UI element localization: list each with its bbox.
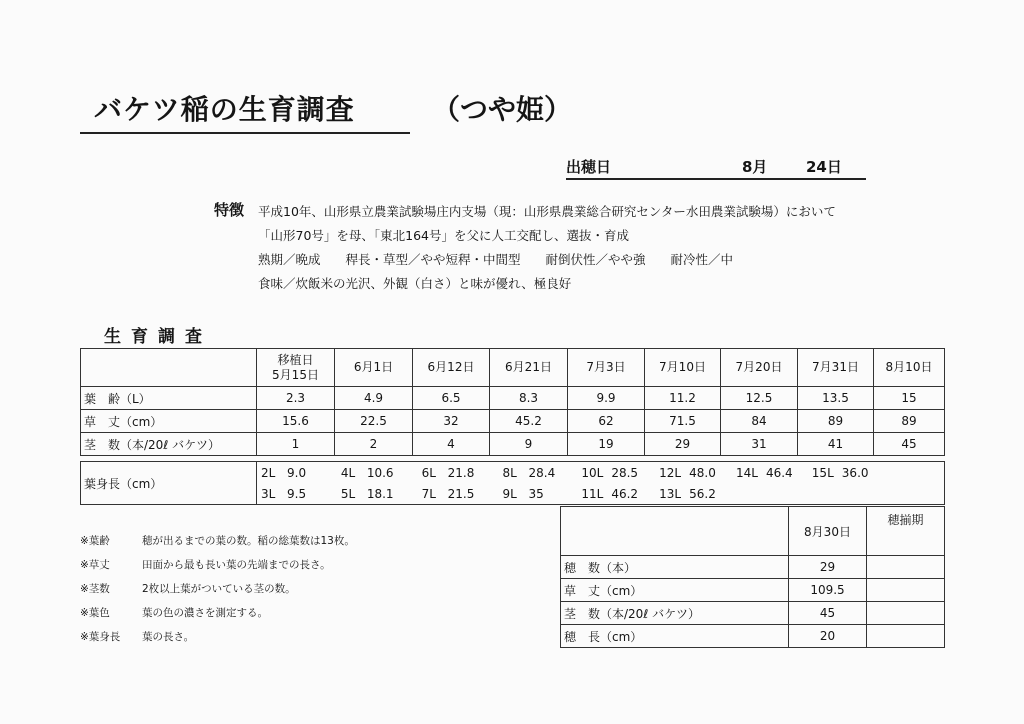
table-cell bbox=[867, 625, 945, 648]
table-cell: 12.5 bbox=[721, 387, 798, 410]
table-cell: 2.3 bbox=[257, 387, 335, 410]
table-header-row bbox=[561, 507, 945, 556]
row-label: 葉 齢（L） bbox=[81, 387, 257, 410]
table-cell: 15 bbox=[874, 387, 945, 410]
heading-date-label: 出穂日 bbox=[566, 158, 612, 176]
table-cell: 84 bbox=[721, 410, 798, 433]
table-cell: 45.2 bbox=[490, 410, 568, 433]
table-row bbox=[81, 462, 945, 484]
leaf-index: 13L bbox=[659, 486, 682, 501]
date-line1: 移植日 bbox=[277, 352, 314, 367]
table-cell: 22.5 bbox=[335, 410, 413, 433]
table-cell: 19 bbox=[568, 433, 645, 456]
section-title: 生育調査 bbox=[104, 327, 212, 347]
table-cell: 45 bbox=[789, 602, 867, 625]
table-cell: 41 bbox=[798, 433, 874, 456]
leaf-value: 46.4 bbox=[765, 465, 793, 480]
note-item bbox=[80, 605, 268, 620]
table-cell: 71.5 bbox=[645, 410, 721, 433]
note-text: 葉の色の濃さを測定する。 bbox=[142, 607, 268, 619]
row-label: 穂 数（本） bbox=[561, 556, 789, 579]
title-underline bbox=[80, 132, 410, 134]
table-row bbox=[561, 625, 945, 648]
leaf-index: 3L bbox=[261, 486, 276, 501]
row-label: 葉身長（cm） bbox=[81, 462, 257, 505]
table-cell: 29 bbox=[645, 433, 721, 456]
note-text: 穂が出るまでの葉の数。稲の総葉数は13枚。 bbox=[142, 535, 355, 547]
leaf-value: 9.0 bbox=[287, 465, 307, 480]
growth-survey-table bbox=[80, 348, 945, 456]
feature-line: 平成10年、山形県立農業試験場庄内支場（現：山形県農業総合研究センター水田農業試験場）において bbox=[258, 204, 836, 219]
leaf-line bbox=[257, 462, 945, 484]
leaf-length-table bbox=[80, 461, 945, 505]
table-cell: 32 bbox=[413, 410, 490, 433]
leaf-value: 9.5 bbox=[287, 486, 307, 501]
table-cell: 2 bbox=[335, 433, 413, 456]
table-cell: 1 bbox=[257, 433, 335, 456]
note-item bbox=[80, 557, 331, 572]
feature-line: 食味／炊飯米の光沢、外観（白さ）と味が優れ、極良好 bbox=[258, 276, 572, 291]
features-label: 特徴 bbox=[214, 201, 245, 219]
table-row bbox=[561, 602, 945, 625]
note-key: ※葉色 bbox=[80, 607, 110, 619]
row-label: 茎 数（本/20ℓ バケツ） bbox=[81, 433, 257, 456]
leaf-line bbox=[257, 483, 945, 505]
leaf-value: 28.5 bbox=[611, 465, 639, 480]
stage-header: 穂揃期 bbox=[867, 507, 945, 556]
leaf-index: 5L bbox=[340, 486, 356, 501]
feature-line: 「山形70号」を母、「東北164号」を父に人工交配し、選抜・育成 bbox=[258, 228, 630, 243]
table-cell bbox=[867, 556, 945, 579]
note-key: ※草丈 bbox=[80, 559, 110, 571]
heading-underline bbox=[566, 178, 866, 180]
table-cell: 31 bbox=[721, 433, 798, 456]
table-row bbox=[81, 410, 945, 433]
date-header: 7月10日 bbox=[645, 349, 721, 387]
leaf-index: 11L bbox=[581, 486, 604, 501]
note-item bbox=[80, 581, 296, 596]
leaf-index: 2L bbox=[261, 465, 276, 480]
table-cell: 89 bbox=[874, 410, 945, 433]
variety-name: （つや姫） bbox=[432, 93, 573, 126]
table-row bbox=[561, 579, 945, 602]
note-item bbox=[80, 533, 355, 548]
leaf-value: 10.6 bbox=[366, 465, 394, 480]
row-label: 草 丈（cm） bbox=[561, 579, 789, 602]
leaf-index: 4L bbox=[340, 465, 356, 480]
table-cell bbox=[867, 579, 945, 602]
table-row bbox=[81, 387, 945, 410]
page-title: バケツ稲の生育調査 bbox=[94, 93, 355, 126]
table-header-row bbox=[81, 349, 945, 387]
leaf-value: 46.2 bbox=[611, 486, 639, 501]
table-cell: 89 bbox=[798, 410, 874, 433]
leaf-index: 6L bbox=[421, 465, 436, 480]
table-row bbox=[81, 433, 945, 456]
leaf-index: 10L bbox=[581, 465, 604, 480]
header-empty-cell bbox=[81, 349, 257, 387]
leaf-value: 35 bbox=[528, 486, 544, 501]
date-header: 6月12日 bbox=[413, 349, 490, 387]
date-header: 6月21日 bbox=[490, 349, 568, 387]
date-header: 6月1日 bbox=[335, 349, 413, 387]
table-cell: 9 bbox=[490, 433, 568, 456]
table-cell: 62 bbox=[568, 410, 645, 433]
date-header: 7月20日 bbox=[721, 349, 798, 387]
date-line2: 5月15日 bbox=[272, 367, 319, 382]
final-survey-table bbox=[560, 506, 945, 648]
date-header: 7月3日 bbox=[568, 349, 645, 387]
table-cell: 109.5 bbox=[789, 579, 867, 602]
leaf-index: 8L bbox=[502, 465, 517, 480]
table-row bbox=[561, 556, 945, 579]
note-text: 2枚以上葉がついている茎の数。 bbox=[142, 583, 296, 595]
date-header: 8月10日 bbox=[874, 349, 945, 387]
date-header: 8月30日 bbox=[789, 507, 867, 556]
leaf-value: 28.4 bbox=[528, 465, 556, 480]
note-text: 田面から最も長い葉の先端までの長さ。 bbox=[142, 559, 331, 571]
row-label: 茎 数（本/20ℓ バケツ） bbox=[561, 602, 789, 625]
table-cell: 6.5 bbox=[413, 387, 490, 410]
note-text: 葉の長さ。 bbox=[142, 631, 195, 643]
leaf-index: 9L bbox=[502, 486, 517, 501]
note-key: ※茎数 bbox=[80, 583, 110, 595]
leaf-value: 36.0 bbox=[841, 465, 869, 480]
leaf-value: 21.5 bbox=[447, 486, 475, 501]
leaf-index: 7L bbox=[421, 486, 436, 501]
date-header bbox=[257, 349, 335, 387]
note-item bbox=[80, 629, 194, 644]
note-key: ※葉身長 bbox=[80, 631, 121, 643]
table-cell bbox=[867, 602, 945, 625]
table-cell: 15.6 bbox=[257, 410, 335, 433]
table-cell: 20 bbox=[789, 625, 867, 648]
leaf-value: 48.0 bbox=[689, 465, 716, 480]
table-cell: 45 bbox=[874, 433, 945, 456]
row-label: 草 丈（cm） bbox=[81, 410, 257, 433]
table-cell: 29 bbox=[789, 556, 867, 579]
row-label: 穂 長（cm） bbox=[561, 625, 789, 648]
table-cell: 11.2 bbox=[645, 387, 721, 410]
heading-day: 24日 bbox=[806, 158, 842, 176]
heading-date-row bbox=[566, 156, 864, 176]
table-cell: 4.9 bbox=[335, 387, 413, 410]
leaf-value: 21.8 bbox=[447, 465, 475, 480]
heading-month: 8月 bbox=[742, 158, 768, 176]
table-cell: 8.3 bbox=[490, 387, 568, 410]
leaf-index: 12L bbox=[659, 465, 682, 480]
table-cell: 4 bbox=[413, 433, 490, 456]
header-empty-cell bbox=[561, 507, 789, 556]
leaf-index: 15L bbox=[811, 465, 834, 480]
leaf-index: 14L bbox=[735, 465, 758, 480]
table-cell: 13.5 bbox=[798, 387, 874, 410]
note-key: ※葉齢 bbox=[80, 535, 110, 547]
table-cell: 9.9 bbox=[568, 387, 645, 410]
feature-line: 熟期／晩成 稈長・草型／やや短稈・中間型 耐倒伏性／やや強 耐冷性／中 bbox=[258, 252, 734, 267]
leaf-value: 56.2 bbox=[689, 486, 716, 501]
leaf-value: 18.1 bbox=[366, 486, 394, 501]
date-header: 7月31日 bbox=[798, 349, 874, 387]
